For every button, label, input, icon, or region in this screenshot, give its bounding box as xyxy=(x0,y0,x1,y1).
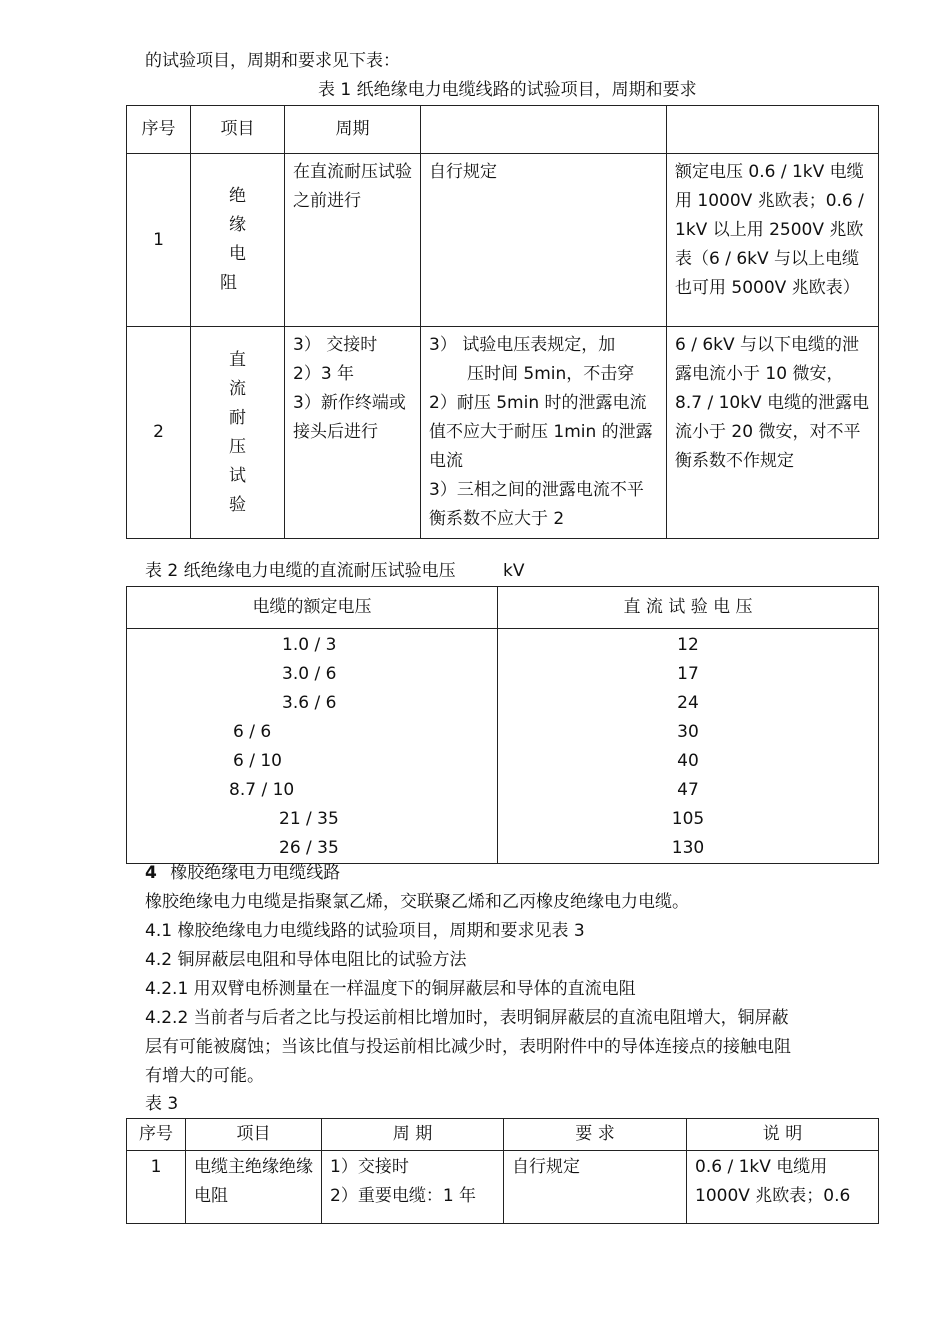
item-name-vertical xyxy=(191,327,285,539)
table3-header-row xyxy=(127,1119,879,1151)
item-char: 试 xyxy=(229,465,246,486)
requirement-line: 2）耐压 5min 时的泄露电流值不应大于耐压 1min 的泄露电流 xyxy=(429,393,653,471)
note-cell: 额定电压 0.6 / 1kV 电缆用 1000V 兆欧表；0.6 / 1kV 以上用 2500V 兆欧表（6 / 6kV 与以上电缆也可用 5000V 兆欧表） xyxy=(667,154,879,327)
test-voltage: 130 xyxy=(498,834,879,864)
period-line: 2）3 年 xyxy=(293,364,355,384)
item-cell: 电缆主绝缘绝缘电阻 xyxy=(186,1151,322,1224)
period-line: 2）重要电缆：1 年 xyxy=(330,1186,477,1206)
table1-header-row xyxy=(127,106,879,154)
table1-caption: 表 1 纸绝缘电力电缆线路的试验项目，周期和要求 xyxy=(318,80,697,100)
table-row xyxy=(127,629,879,661)
table3-header-item: 项目 xyxy=(186,1119,322,1151)
rated-voltage: 6 / 10 xyxy=(127,747,498,776)
section4-2-2-line3: 有增大的可能。 xyxy=(145,1066,264,1086)
table3-header-note: 说 明 xyxy=(687,1119,879,1151)
period-cell xyxy=(285,327,421,539)
table2-header-test: 直 流 试 验 电 压 xyxy=(498,587,879,629)
item-char: 压 xyxy=(229,436,246,457)
requirement-cell: 自行规定 xyxy=(504,1151,687,1224)
rated-voltage: 8.7 / 10 xyxy=(127,776,498,805)
table1-header-period: 周期 xyxy=(285,106,421,154)
rated-voltage: 26 / 35 xyxy=(127,834,498,864)
section4-number: 4 xyxy=(145,863,157,883)
requirement-line: 3） 试验电压表规定，加 xyxy=(429,335,616,355)
row-number: 1 xyxy=(127,154,191,327)
table-row xyxy=(127,805,879,834)
table2 xyxy=(126,586,879,864)
table3-header-requirement: 要 求 xyxy=(504,1119,687,1151)
table1-header-item: 项目 xyxy=(191,106,285,154)
row-number: 1 xyxy=(127,1151,186,1224)
period-cell xyxy=(322,1151,504,1224)
test-voltage: 24 xyxy=(498,689,879,718)
test-voltage: 17 xyxy=(498,660,879,689)
item-char: 直 xyxy=(229,349,246,370)
period-line: 1）交接时 xyxy=(330,1157,409,1177)
table-row xyxy=(127,660,879,689)
table1-header-note xyxy=(667,106,879,154)
requirement-line: 压时间 5min，不击穿 xyxy=(467,364,635,384)
section4-heading xyxy=(145,859,340,888)
table-row xyxy=(127,747,879,776)
item-char: 缘 xyxy=(229,215,246,235)
item-char: 电 xyxy=(229,244,246,264)
test-voltage: 12 xyxy=(498,629,879,661)
rated-voltage: 3.6 / 6 xyxy=(127,689,498,718)
note-cell: 6 / 6kV 与以下电缆的泄露电流小于 10 微安，8.7 / 10kV 电缆的泄露电流小于 20 微安，对不平衡系数不作规定 xyxy=(667,327,879,539)
requirement-cell: 自行规定 xyxy=(421,154,667,327)
test-voltage: 30 xyxy=(498,718,879,747)
rated-voltage: 21 / 35 xyxy=(127,805,498,834)
requirement-line: 3）三相之间的泄露电流不平衡系数不应大于 2 xyxy=(429,480,644,529)
table2-caption-row xyxy=(145,557,525,586)
period-line: 3）新作终端或接头后进行 xyxy=(293,393,406,442)
note-cell: 0.6 / 1kV 电缆用 1000V 兆欧表；0.6 xyxy=(687,1151,879,1224)
period-line: 3） 交接时 xyxy=(293,335,378,355)
section4-para: 橡胶绝缘电力电缆是指聚氯乙烯，交联聚乙烯和乙丙橡皮绝缘电力电缆。 xyxy=(145,892,689,912)
table2-header-rated: 电缆的额定电压 xyxy=(127,587,498,629)
table3 xyxy=(126,1118,879,1224)
section4-1: 4.1 橡胶绝缘电力电缆线路的试验项目，周期和要求见表 3 xyxy=(145,921,585,941)
table-row xyxy=(127,1151,879,1224)
section4-2-2-line2: 层有可能被腐蚀；当该比值与投运前相比减少时，表明附件中的导体连接点的接触电阻 xyxy=(145,1037,791,1057)
item-char: 阻 xyxy=(220,273,237,293)
table3-header-period: 周 期 xyxy=(322,1119,504,1151)
period-cell: 在直流耐压试验之前进行 xyxy=(285,154,421,327)
test-voltage: 47 xyxy=(498,776,879,805)
requirement-cell xyxy=(421,327,667,539)
table1-header-requirement xyxy=(421,106,667,154)
table-row xyxy=(127,154,879,327)
test-voltage: 40 xyxy=(498,747,879,776)
item-name-vertical xyxy=(191,154,285,327)
item-char: 流 xyxy=(229,378,246,399)
table1 xyxy=(126,105,879,539)
table2-unit: kV xyxy=(503,561,525,581)
item-char: 耐 xyxy=(229,407,246,428)
section4-2: 4.2 铜屏蔽层电阻和导体电阻比的试验方法 xyxy=(145,950,467,970)
table2-caption: 表 2 纸绝缘电力电缆的直流耐压试验电压 xyxy=(145,561,456,581)
rated-voltage: 6 / 6 xyxy=(127,718,498,747)
item-char: 绝 xyxy=(229,186,246,206)
section4-2-2-line1: 4.2.2 当前者与后者之比与投运前相比增加时，表明铜屏蔽层的直流电阻增大，铜屏蔽 xyxy=(145,1008,789,1028)
rated-voltage: 3.0 / 6 xyxy=(127,660,498,689)
table-row xyxy=(127,689,879,718)
test-voltage: 105 xyxy=(498,805,879,834)
section4-title: 橡胶绝缘电力电缆线路 xyxy=(170,863,341,883)
rated-voltage: 1.0 / 3 xyxy=(127,629,498,661)
table3-caption: 表 3 xyxy=(145,1094,179,1114)
item-char: 验 xyxy=(229,494,246,515)
table2-header-row xyxy=(127,587,879,629)
table3-header-no: 序号 xyxy=(127,1119,186,1151)
row-number: 2 xyxy=(127,327,191,539)
intro-line: 的试验项目，周期和要求见下表： xyxy=(145,51,400,71)
table1-header-no: 序号 xyxy=(127,106,191,154)
table-row xyxy=(127,776,879,805)
section4-2-1: 4.2.1 用双臂电桥测量在一样温度下的铜屏蔽层和导体的直流电阻 xyxy=(145,979,636,999)
table-row xyxy=(127,718,879,747)
table-row xyxy=(127,327,879,539)
